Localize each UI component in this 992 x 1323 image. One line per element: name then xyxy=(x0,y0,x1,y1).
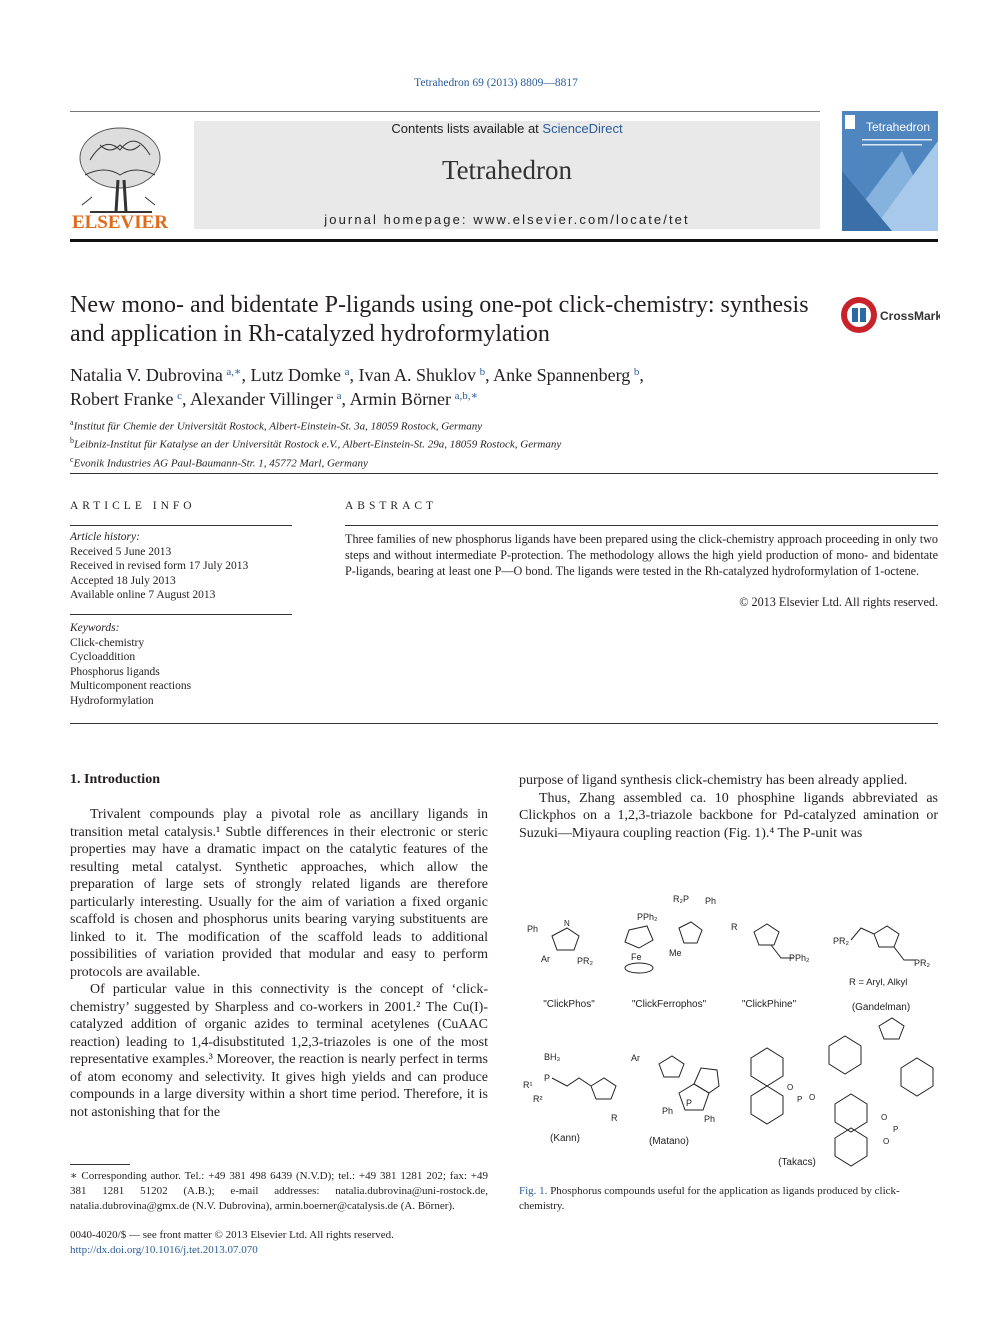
author[interactable]: Lutz Domke $^a$ xyxy=(250,365,350,385)
author[interactable]: Robert Franke $^c$ xyxy=(70,389,182,409)
svg-text:R¹: R¹ xyxy=(523,1080,533,1090)
r-group-note: R = Aryl, Alkyl xyxy=(849,977,908,988)
svg-text:O: O xyxy=(809,1093,816,1102)
gandelman-structure xyxy=(833,926,931,988)
keyword: Hydroformylation xyxy=(70,694,154,707)
svg-text:O: O xyxy=(881,1113,888,1122)
svg-text:PPh₂: PPh₂ xyxy=(637,912,658,922)
svg-text:PR₂: PR₂ xyxy=(833,936,849,946)
divider xyxy=(70,473,938,474)
svg-text:R: R xyxy=(611,1113,618,1123)
figure-label: (Takacs) xyxy=(778,1157,816,1168)
author[interactable]: Ivan A. Shuklov $^b$ xyxy=(358,365,486,385)
doi-link[interactable]: http://dx.doi.org/10.1016/j.tet.2013.07.070 xyxy=(70,1243,258,1256)
figure-1 xyxy=(519,888,938,1173)
affiliation: $^c$Evonik Industries AG Paul-Baumann-Str. 1, 45772 Marl, Germany xyxy=(70,454,368,470)
svg-text:Ph: Ph xyxy=(705,896,717,906)
intro-right-column xyxy=(519,772,938,842)
history-item: Available online 7 August 2013 xyxy=(70,589,216,602)
paragraph: Of particular value in this connectivity is the concept of ‘click-chemistry’ suggested by Sharpless and co-workers in 2001.² The Cu(I)-catalyzed addition of organic azides to terminal acetylenes (CuAAC reaction) leading to 1,4-disubstituted 1,2,3-triazoles is one of the most representative examples.³ Moreover, the reaction is nearly perfect in terms of atom economy and selectivity. It gives high yields and can produce compounds in a large diversity within a short time period. Therefore, it is not astonishing that for the xyxy=(70,982,488,1120)
author[interactable]: Natalia V. Dubrovina $^{a,∗}$ xyxy=(70,365,242,385)
history-label: Article history: xyxy=(70,531,140,543)
contents-line xyxy=(194,121,820,136)
intro-left-column xyxy=(70,806,488,1121)
journal-cover xyxy=(842,111,938,231)
divider xyxy=(70,525,292,526)
keyword: Phosphorus ligands xyxy=(70,665,160,678)
svg-text:O: O xyxy=(787,1083,794,1092)
article-info-heading: ARTICLE INFO xyxy=(70,500,196,512)
figure-label: "ClickPhos" xyxy=(543,999,595,1010)
figure-label: "ClickFerrophos" xyxy=(631,999,707,1010)
elsevier-tree-icon xyxy=(70,120,170,232)
publisher-name: ELSEVIER xyxy=(71,212,169,232)
svg-text:PR₂: PR₂ xyxy=(577,956,593,966)
svg-text:P: P xyxy=(686,1098,693,1108)
history-item: Received 5 June 2013 xyxy=(70,545,172,558)
matano-structure xyxy=(631,1053,719,1124)
keywords-label: Keywords: xyxy=(70,622,120,634)
svg-text:P: P xyxy=(797,1095,803,1104)
history-item: Accepted 18 July 2013 xyxy=(70,574,176,587)
elsevier-logo xyxy=(70,120,170,232)
article-title: New mono- and bidentate P-ligands using one-pot click-chemistry: synthesis and application in Rh-catalyzed hydroformylation xyxy=(70,292,809,347)
issn-line: 0040-4020/$ — see front matter © 2013 Elsevier Ltd. All rights reserved. xyxy=(70,1229,394,1241)
crossmark-badge[interactable] xyxy=(840,296,940,334)
svg-text:R: R xyxy=(731,922,738,932)
header-thick-rule xyxy=(70,239,938,242)
clickferrophos-structure xyxy=(625,894,716,973)
journal-citation[interactable]: Tetrahedron 69 (2013) 8809—8817 xyxy=(414,77,578,89)
article-history xyxy=(70,530,292,603)
author-list: Natalia V. Dubrovina $^{a,∗}$, Lutz Domke $^a$, Ivan A. Shuklov $^b$, Anke Spannenberg $^b$, Robert Franke $^c$, Alexander Villinger $^a$, Armin Börner $^{a,b,∗}$ xyxy=(70,365,644,409)
takacs-structure xyxy=(751,1018,933,1166)
journal-banner xyxy=(194,121,820,229)
divider xyxy=(70,614,292,615)
svg-text:R²: R² xyxy=(533,1094,543,1104)
figure-caption-text: Phosphorus compounds useful for the application as ligands produced by click-chemistry. xyxy=(519,1185,900,1212)
svg-text:Ph: Ph xyxy=(704,1114,716,1124)
svg-text:Ph: Ph xyxy=(662,1106,674,1116)
journal-homepage[interactable]: journal homepage: www.elsevier.com/locate/tet xyxy=(324,212,690,227)
svg-text:P: P xyxy=(893,1125,899,1134)
abstract-text: Three families of new phosphorus ligands have been prepared using the click-chemistry approach proceeding in only two steps and without intermediate P-protection. The methodology allows the high yield production of mono- and bidentate P-ligands, bearing at least one P—O bond. The ligands were tested in the Rh-catalyzed hydroformylation of 1-octene. xyxy=(345,532,938,579)
figure-label: "ClickPhine" xyxy=(741,999,797,1010)
figure-caption xyxy=(519,1184,938,1213)
footnote-rule xyxy=(70,1164,130,1165)
paragraph: Trivalent compounds play a pivotal role as ancillary ligands in transition metal catalysis.¹ Subtle differences in their electronic or steric properties may have a dramatic impact on the catalytic features of the resulting metal catalyst. Synthetic approaches, which allow the preparation of large sets of strongly related ligands are therefore particularly interesting. Usually for the aim of variation a fixed organic scaffold is chosen and phosphorus units bearing varying substituents are linked to it. The modification of the scaffold leads to additional possibilities of variation provided that modular and easy to perform protocols are available. xyxy=(70,807,488,980)
figure-label: (Kann) xyxy=(549,1133,581,1144)
svg-text:N: N xyxy=(564,919,570,928)
keywords xyxy=(70,621,292,709)
svg-text:Fe: Fe xyxy=(631,952,642,962)
sciencedirect-link[interactable]: ScienceDirect xyxy=(542,121,623,136)
paragraph: Thus, Zhang assembled ca. 10 phosphine ligands abbreviated as Clickphos on a 1,2,3-triazole backbone for Pd-catalyzed amination or Suzuki—Miyaura coupling reaction (Fig. 1).⁴ The P-unit was xyxy=(519,790,938,841)
author[interactable]: Alexander Villinger $^a$ xyxy=(190,389,342,409)
figure-caption-label: Fig. 1. xyxy=(519,1185,548,1197)
abstract-heading: ABSTRACT xyxy=(345,500,438,512)
figure-label: (Gandelman) xyxy=(851,1002,911,1013)
affiliation: $^b$Leibniz-Institut für Katalyse an der Universität Rostock e.V., Albert-Einstein-St. 29a, 18059 Rostock, Germany xyxy=(70,436,562,451)
journal-name: Tetrahedron xyxy=(441,155,573,185)
page-footer xyxy=(70,1228,488,1257)
figure-label: (Matano) xyxy=(648,1136,690,1147)
copyright: © 2013 Elsevier Ltd. All rights reserved. xyxy=(739,595,938,609)
svg-text:R₂P: R₂P xyxy=(673,894,689,904)
affiliation: $^a$Institut für Chemie der Universität Rostock, Albert-Einstein-St. 3a, 18059 Rostock, Germany xyxy=(70,418,483,433)
author[interactable]: Anke Spannenberg $^b$ xyxy=(493,365,640,385)
svg-text:Me: Me xyxy=(669,948,682,958)
contents-prefix: Contents lists available at xyxy=(391,121,543,136)
svg-text:Ar: Ar xyxy=(541,954,550,964)
affiliations xyxy=(70,416,830,471)
corresponding-author-footnote: ∗ Corresponding author. Tel.: +49 381 498 6439 (N.V.D); tel.: +49 381 1281 202; fax: +49 381 1281 51202 (A.B.); e-mail addresses: natalia.dubrovina@uni-rostock.de, natalia.dubrovina@gmx.de (N.V. Dubrovina), armin.boerner@catalysis.de (A. Börner). xyxy=(70,1170,488,1212)
clickphos-structure xyxy=(527,919,594,966)
svg-text:BH₃: BH₃ xyxy=(544,1052,561,1062)
divider xyxy=(345,525,938,526)
keyword: Cycloaddition xyxy=(70,651,136,664)
svg-text:Ph: Ph xyxy=(527,924,539,934)
kann-structure xyxy=(523,1052,618,1123)
section-heading: 1. Introduction xyxy=(70,772,160,787)
divider xyxy=(70,723,938,724)
header-divider xyxy=(70,111,820,112)
cover-title: Tetrahedron xyxy=(865,120,931,134)
crossmark-label: CrossMark xyxy=(880,309,940,323)
clickphine-structure xyxy=(731,922,810,963)
svg-text:PPh₂: PPh₂ xyxy=(789,953,810,963)
keyword: Multicomponent reactions xyxy=(70,680,192,693)
history-item: Received in revised form 17 July 2013 xyxy=(70,560,249,573)
svg-text:O: O xyxy=(883,1137,890,1146)
paragraph: purpose of ligand synthesis click-chemistry has been already applied. xyxy=(519,773,908,788)
svg-text:Ar: Ar xyxy=(631,1053,640,1063)
keyword: Click-chemistry xyxy=(70,636,145,649)
svg-text:P: P xyxy=(544,1073,551,1083)
svg-text:PR₂: PR₂ xyxy=(914,958,930,968)
author[interactable]: Armin Börner $^{a,b,∗}$ xyxy=(349,389,479,409)
